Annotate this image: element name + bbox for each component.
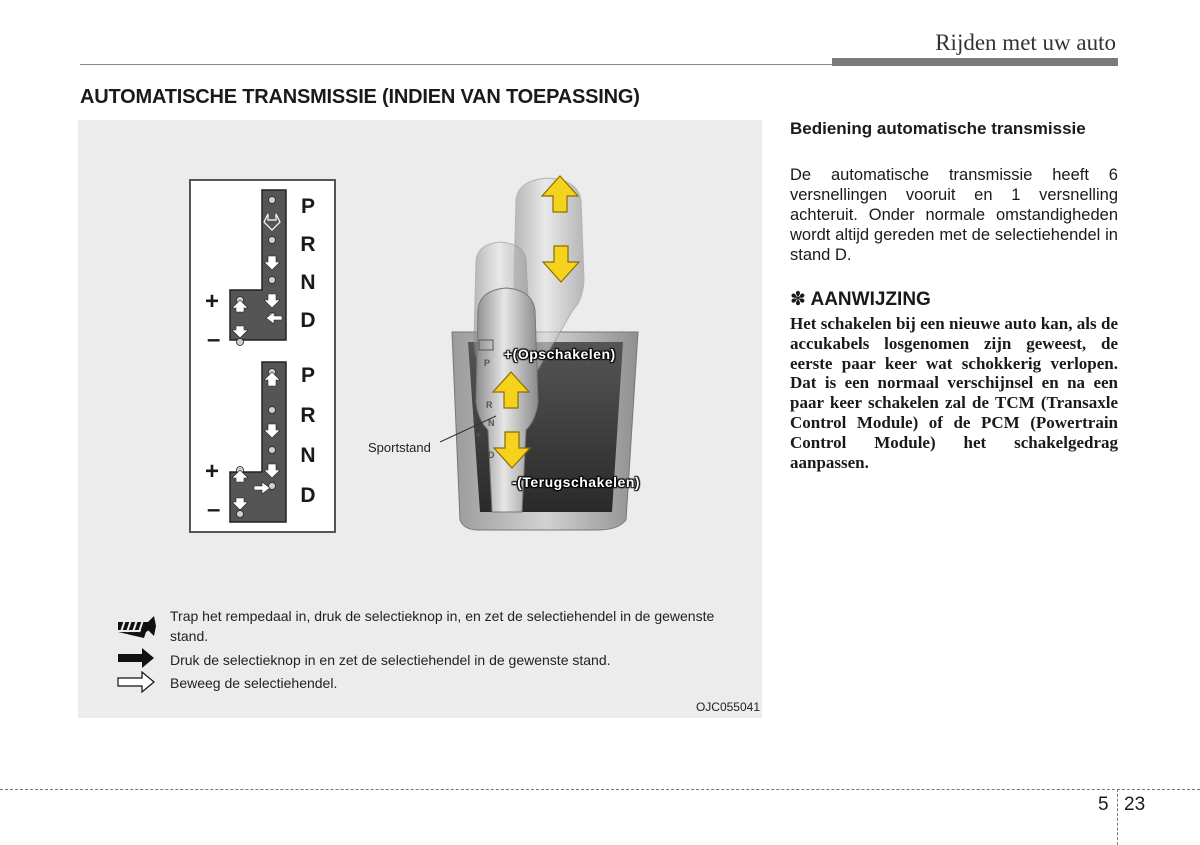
figure-code: OJC055041 <box>695 700 760 714</box>
gate-letter-p: P <box>300 195 315 218</box>
chapter-number: 5 <box>1098 794 1109 815</box>
sport-mode-label: Sportstand <box>368 440 431 455</box>
minus-sign-bottom: – <box>207 496 221 523</box>
legend-item-brake <box>118 606 730 646</box>
knob-letter-r: R <box>486 400 493 410</box>
gate-letter-n: N <box>300 271 316 294</box>
knob-letter-plus: + <box>476 430 482 440</box>
subsection-title: Bediening automatische transmissie <box>790 119 1086 138</box>
gate-letter-d: D <box>300 309 316 332</box>
plus-sign-top: + <box>205 288 220 315</box>
body-paragraph: De automatische transmissie heeft 6 versnellingen vooruit en 1 versnelling achteruit. Onder normale omstandigheden wordt altijd gereden met de selectiehendel in stand D. <box>790 166 1118 264</box>
legend-text: Beweeg de selectiehendel. <box>170 675 338 691</box>
page-number: 23 <box>1124 794 1146 815</box>
gate-letter-p: P <box>300 364 315 387</box>
section-title: AUTOMATISCHE TRANSMISSIE (INDIEN VAN TOEPASSING) <box>80 86 640 108</box>
transmission-figure <box>78 120 762 718</box>
legend-item-move <box>118 673 730 693</box>
plus-sign-bottom: + <box>205 458 220 485</box>
knob-letter-d: D <box>488 450 495 460</box>
gate-letters-top <box>296 188 320 340</box>
legend-text: Trap het rempedaal in, druk de selectieknop in, en zet de selectiehendel in de gewenste stand. <box>170 608 715 644</box>
chapter-title: Rijden met uw auto <box>935 30 1116 55</box>
note-paragraph: Het schakelen bij een nieuwe auto kan, als de accukabels losgenomen zijn geweest, de eerste paar keer wat schokkerig verlopen. Dat is een normaal verschijnsel en na een paar keer schakelen zal de TCM (Transaxle Control Module) of de PCM (Powertrain Control Module) het schakelgedrag aanpassen. <box>790 314 1118 472</box>
knob-letter-p: P <box>484 358 491 368</box>
minus-sign-top: – <box>207 326 221 353</box>
gate-letter-r: R <box>300 233 316 256</box>
note-title: ✽ AANWIJZING <box>790 289 931 310</box>
gate-letter-r: R <box>300 404 316 427</box>
header-rule-accent <box>832 58 1118 66</box>
legend-text: Druk de selectieknop in en zet de selectiehendel in de gewenste stand. <box>170 652 611 668</box>
gate-letters-bottom <box>296 356 320 516</box>
gate-letter-d: D <box>300 484 316 507</box>
knob-letter-n: N <box>488 418 495 428</box>
downshift-label: -(Terugschakelen) <box>512 474 641 490</box>
gate-letter-n: N <box>300 444 316 467</box>
footer-page-divider <box>1117 789 1118 845</box>
legend-item-button <box>118 650 730 670</box>
upshift-label: +(Opschakelen) <box>504 346 616 362</box>
footer-divider <box>0 789 1200 790</box>
